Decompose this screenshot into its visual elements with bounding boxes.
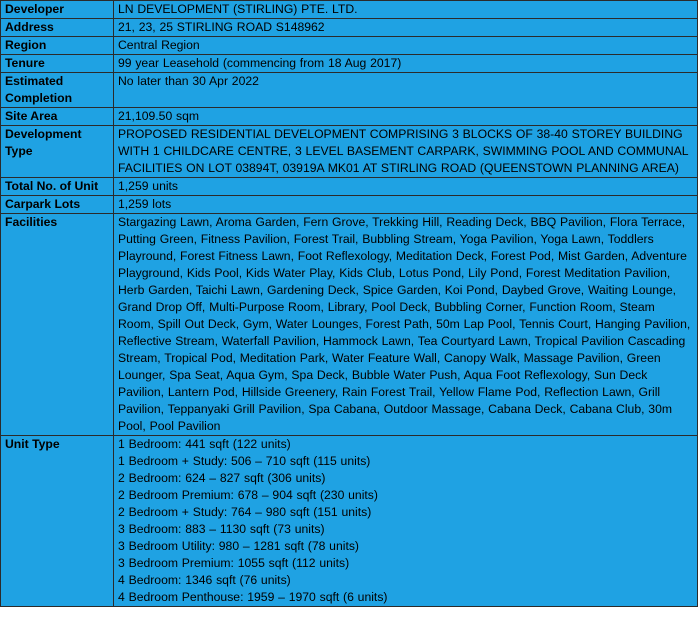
development-type-value: PROPOSED RESIDENTIAL DEVELOPMENT COMPRISING 3 BLOCKS OF 38-40 STOREY BUILDING WITH 1 CHILDCARE CENTRE, 3 LEVEL BASEMENT CARPARK, SWIMMING POOL AND COMMUNAL FACILITIES ON LOT 03894T, 03919A MK01 AT STIRLING ROAD (QUEENSTOWN PLANNING AREA) (114, 126, 698, 178)
tenure-label: Tenure (1, 55, 114, 73)
facilities-value: Stargazing Lawn, Aroma Garden, Fern Grove, Trekking Hill, Reading Deck, BBQ Pavilion, Flora Terrace, Putting Green, Fitness Pavilion, Forest Trail, Bubbling Stream, Yoga Pavilion, Yoga Lawn, Toddlers Playround, Forest Fitness Lawn, Foot Reflexology, Meditation Deck, Forest Pod, Mist Garden, Adventure Playground, Kids Pool, Kids Water Play, Kids Club, Lotus Pond, Lily Pond, Forest Meditation Pavilion, Herb Garden, Taichi Lawn, Gardening Deck, Spice Garden, Koi Pond, Daybed Grove, Waiting Lounge, Grand Drop Off, Multi-Purpose Room, Library, Pool Deck, Bubbling Corner, Function Room, Steam Room, Spill Out Deck, Gym, Water Lounges, Forest Path, 50m Lap Pool, Tennis Court, Hanging Pavilion, Reflective Stream, Waterfall Pavilion, Hammock Lawn, Tea Courtyard Lawn, Tropical Pavilion Cascading Stream, Tropical Pod, Meditation Park, Water Feature Wall, Canopy Walk, Massage Pavilion, Green Lounger, Spa Seat, Aqua Gym, Spa Deck, Bubble Water Push, Aqua Foot Reflexology, Sun Deck Pavilion, Lantern Pod, Hillside Greenery, Rain Forest Trail, Yellow Flame Pod, Reflection Lawn, Grill Pavilion, Teppanyaki Grill Pavilion, Spa Cabana, Outdoor Massage, Cabana Deck, Cabana Club, 30m Pool, Pool Pavilion (114, 214, 698, 436)
unit-type-line: 4 Bedroom Penthouse: 1959 – 1970 sqft (6 units) (118, 590, 388, 604)
row-tenure (1, 55, 698, 73)
row-facilities (1, 214, 698, 436)
site-area-label: Site Area (1, 108, 114, 126)
unit-type-line: 2 Bedroom: 624 – 827 sqft (306 units) (118, 471, 326, 485)
unit-type-line: 2 Bedroom Premium: 678 – 904 sqft (230 units) (118, 488, 378, 502)
carpark-lots-label: Carpark Lots (1, 196, 114, 214)
total-units-value: 1,259 units (114, 178, 698, 196)
unit-type-line: 4 Bedroom: 1346 sqft (76 units) (118, 573, 291, 587)
unit-type-line: 3 Bedroom Premium: 1055 sqft (112 units) (118, 556, 350, 570)
address-value: 21, 23, 25 STIRLING ROAD S148962 (114, 19, 698, 37)
row-development-type (1, 126, 698, 178)
region-value: Central Region (114, 37, 698, 55)
unit-type-line: 1 Bedroom: 441 sqft (122 units) (118, 437, 291, 451)
unit-type-line: 3 Bedroom Utility: 980 – 1281 sqft (78 units) (118, 539, 359, 553)
row-unit-type (1, 436, 698, 607)
row-site-area (1, 108, 698, 126)
total-units-label: Total No. of Unit (1, 178, 114, 196)
row-estimated-completion (1, 73, 698, 108)
unit-type-line: 3 Bedroom: 883 – 1130 sqft (73 units) (118, 522, 325, 536)
region-label: Region (1, 37, 114, 55)
unit-type-list (114, 436, 698, 607)
row-total-units (1, 178, 698, 196)
developer-value: LN DEVELOPMENT (STIRLING) PTE. LTD. (114, 1, 698, 19)
row-address (1, 19, 698, 37)
unit-type-label: Unit Type (1, 436, 114, 607)
site-area-value: 21,109.50 sqm (114, 108, 698, 126)
unit-type-line: 1 Bedroom + Study: 506 – 710 sqft (115 units) (118, 454, 371, 468)
row-developer (1, 1, 698, 19)
estimated-completion-label: Estimated Completion (1, 73, 114, 108)
developer-label: Developer (1, 1, 114, 19)
unit-type-line: 2 Bedroom + Study: 764 – 980 sqft (151 units) (118, 505, 372, 519)
row-region (1, 37, 698, 55)
row-carpark-lots (1, 196, 698, 214)
estimated-completion-value: No later than 30 Apr 2022 (114, 73, 698, 108)
carpark-lots-value: 1,259 lots (114, 196, 698, 214)
development-type-label: Development Type (1, 126, 114, 178)
address-label: Address (1, 19, 114, 37)
tenure-value: 99 year Leasehold (commencing from 18 Aug 2017) (114, 55, 698, 73)
facilities-label: Facilities (1, 214, 114, 436)
